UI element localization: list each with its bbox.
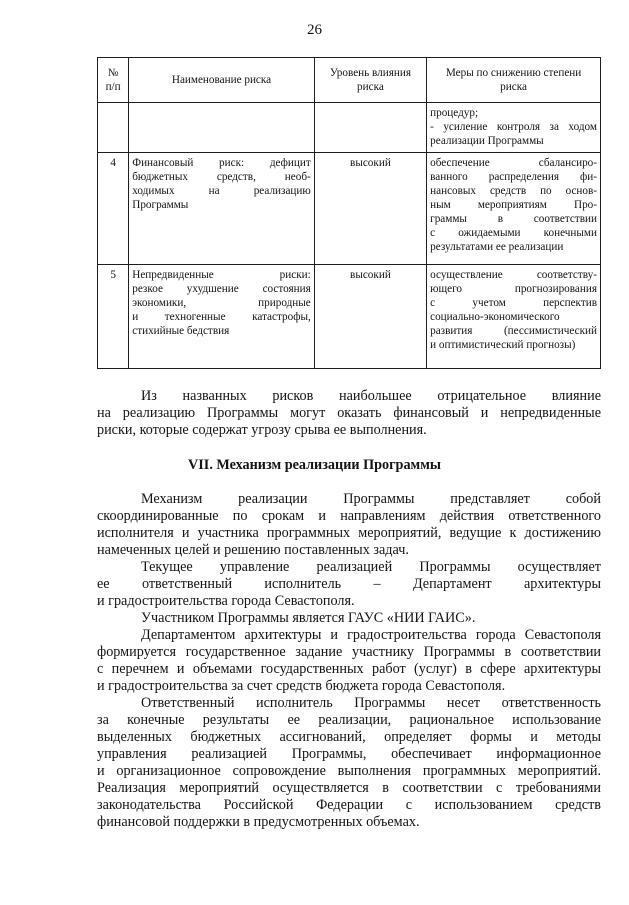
cell-line: бюджетных средств, необ- xyxy=(132,171,311,183)
cell-line: стихийные бедствия xyxy=(132,325,230,337)
text-line: с перечнем и объемами государственных работ (услуг) в сфере архитектуры xyxy=(97,661,601,677)
cell-mitigation-measures xyxy=(427,265,601,369)
text-line: риски, которые содержат угрозу срыва ее выполнения. xyxy=(97,422,427,438)
table-row xyxy=(98,265,601,369)
paragraph xyxy=(97,627,601,695)
header-mitigation-measures: Меры по снижению степени риска xyxy=(427,58,601,103)
page-number: 26 xyxy=(307,22,322,38)
cell-line: ющего прогнозирования xyxy=(430,283,597,295)
cell-mitigation-measures xyxy=(427,103,601,153)
text-line: ее ответственный исполнитель – Департамент архитектуры xyxy=(97,576,601,592)
text-line: исполнителя и участника программных мероприятий, ведущие к достижению xyxy=(97,525,601,541)
table-header-row xyxy=(98,58,601,103)
text-line: скоординированные по срокам и направлениям действия ответственного xyxy=(97,508,601,524)
paragraph xyxy=(97,388,601,439)
cell-line: ванного распределения фи- xyxy=(430,171,597,183)
header-risk-name: Наименование риска xyxy=(129,58,315,103)
text-line: Текущее управление реализацией Программы осуществляет xyxy=(141,559,601,575)
risk-table xyxy=(97,57,601,369)
text-line: формируется государственное задание участнику Программы в соответствии xyxy=(97,644,601,660)
cell-mitigation-measures xyxy=(427,153,601,265)
text-line: выделенных бюджетных ассигнований, определяет формы и методы xyxy=(97,729,601,745)
cell-line: и техногенные катастрофы, xyxy=(132,311,311,323)
cell-line: с ожидаемыми конечными xyxy=(430,227,597,239)
cell-risk-name xyxy=(129,103,315,153)
text-line: управления реализацией Программы, обеспечивает информационное xyxy=(97,746,601,762)
cell-line: ходимых на реализацию xyxy=(132,185,311,197)
text-line: на реализацию Программы могут оказать финансовый и непредвиденные xyxy=(97,405,601,421)
cell-line: нансовых средств по основ- xyxy=(430,185,597,197)
cell-line: экономики, природные xyxy=(132,297,311,309)
text-line: законодательства Российской Федерации с использованием средств xyxy=(97,797,601,813)
cell-impact-level: высокий xyxy=(314,153,426,265)
cell-line: - усиление контроля за ходом xyxy=(430,121,597,133)
cell-line: осуществление соответству- xyxy=(430,269,597,281)
risks-summary xyxy=(97,388,601,439)
cell-line: Непредвиденные риски: xyxy=(132,269,311,281)
header-num: № п/п xyxy=(98,58,129,103)
cell-impact-level xyxy=(314,103,426,153)
text-line: финансовой поддержки в предусмотренных объемах. xyxy=(97,814,420,830)
text-line: и организационное сопровождение выполнения программных мероприятий. xyxy=(97,763,601,779)
text-line: намеченных целей и решению поставленных задач. xyxy=(97,542,409,558)
cell-risk-name xyxy=(129,265,315,369)
table-row xyxy=(98,153,601,265)
text-line: Из названных рисков наибольшее отрицательное влияние xyxy=(141,388,601,404)
cell-line: реализации Программы xyxy=(430,135,544,147)
section-title: VII. Механизм реализации Программы xyxy=(188,457,441,473)
paragraph xyxy=(97,491,601,559)
cell-num: 4 xyxy=(98,153,129,265)
text-line: Реализация мероприятий осуществляется в соответствии с требованиями xyxy=(97,780,601,796)
text-line: Участником Программы является ГАУС «НИИ ГАИС». xyxy=(141,610,476,626)
cell-impact-level: высокий xyxy=(314,265,426,369)
cell-line: с учетом перспектив xyxy=(430,297,597,309)
section-body xyxy=(97,491,601,831)
cell-line: граммы в соответствии xyxy=(430,213,597,225)
text-line: Департаментом архитектуры и градостроительства города Севастополя xyxy=(141,627,601,643)
text-line: и градостроительства города Севастополя. xyxy=(97,593,355,609)
cell-num: 5 xyxy=(98,265,129,369)
text-line: Механизм реализации Программы представляет собой xyxy=(141,491,601,507)
cell-line: и оптимистический прогнозы) xyxy=(430,339,576,351)
table-row xyxy=(98,103,601,153)
text-line: за конечные результаты ее реализации, рациональное использование xyxy=(97,712,601,728)
text-line: Ответственный исполнитель Программы несет ответственность xyxy=(141,695,601,711)
cell-risk-name xyxy=(129,153,315,265)
cell-line: Программы xyxy=(132,199,189,211)
header-impact-level: Уровень влияния риска xyxy=(314,58,426,103)
paragraph xyxy=(97,695,601,831)
cell-line: социально-экономического xyxy=(430,311,560,323)
cell-line: резкое ухудшение состояния xyxy=(132,283,311,295)
cell-line: развития (пессимистический xyxy=(430,325,597,337)
cell-num xyxy=(98,103,129,153)
cell-line: результатами ее реализации xyxy=(430,241,564,253)
text-line: и градостроительства за счет средств бюджета города Севастополя. xyxy=(97,678,506,694)
paragraph xyxy=(97,610,601,627)
cell-line: ным мероприятиям Про- xyxy=(430,199,597,211)
cell-line: Финансовый риск: дефицит xyxy=(132,157,311,169)
paragraph xyxy=(97,559,601,610)
cell-line: обеспечение сбалансиро- xyxy=(430,157,597,169)
cell-line: процедур; xyxy=(430,107,479,119)
